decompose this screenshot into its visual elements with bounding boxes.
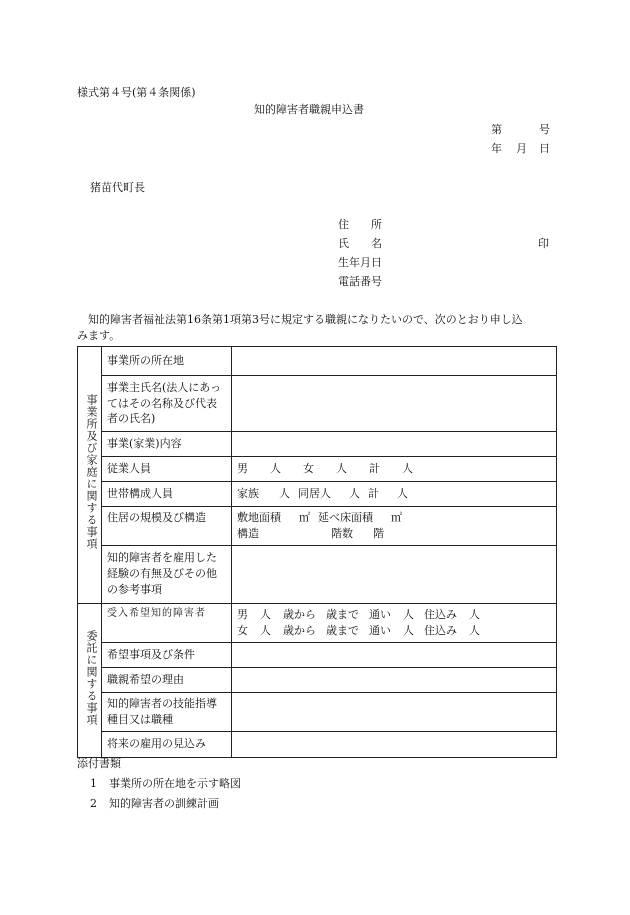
employees-field[interactable] — [232, 457, 557, 482]
table-row — [78, 507, 557, 546]
row-label-reason: 職親希望の理由 — [102, 667, 232, 692]
reason-field[interactable] — [232, 667, 557, 692]
form-number: 様式第４号(第４条関係) — [77, 86, 196, 99]
owner-name-field[interactable] — [232, 376, 557, 432]
employees-female: 女 — [303, 462, 314, 476]
residence-structure: 構造 — [237, 526, 259, 540]
employees-female-unit: 人 — [336, 462, 347, 476]
household-field[interactable] — [232, 482, 557, 507]
document-title: 知的障害者職親申込書 — [254, 103, 364, 116]
table-row — [78, 376, 557, 432]
section-business-household — [78, 347, 102, 604]
outlook-field[interactable] — [232, 731, 557, 757]
residence-floors-unit: 階 — [373, 526, 384, 540]
attachment-text: 事業所の所在地を示す略図 — [109, 777, 241, 790]
intro-text-line1: 知的障害者福祉法第16条第1項第3号に規定する職親になりたいので、次のとおり申し込 — [88, 313, 523, 326]
date-month: 月 — [516, 142, 527, 155]
residence-site-area: 敷地面積 — [237, 511, 281, 524]
number-dai: 第 — [491, 123, 502, 136]
table-row — [78, 731, 557, 757]
employees-male: 男 — [237, 462, 248, 476]
table-row — [78, 432, 557, 457]
table-row — [78, 482, 557, 507]
address-label: 住 所 — [338, 218, 382, 231]
household-total-unit: 人 — [397, 487, 408, 501]
attachments-title: 添付書類 — [77, 757, 121, 770]
desired-male-age-from: 歳から — [283, 607, 316, 621]
residence-floor-area: 延べ床面積 — [318, 511, 373, 524]
number-go: 号 — [539, 123, 550, 136]
table-row — [78, 642, 557, 667]
attachment-num: 1 — [90, 777, 97, 790]
residence-field[interactable] — [232, 507, 557, 546]
name-label: 氏 名 — [338, 237, 382, 250]
addressee: 猪苗代町長 — [90, 181, 145, 194]
desired-male-unit: 人 — [260, 607, 271, 621]
desired-female-unit: 人 — [260, 623, 271, 637]
phone-label: 電話番号 — [338, 275, 382, 288]
table-row — [78, 603, 557, 642]
attachment-num: 2 — [90, 797, 97, 810]
household-cohabitant: 同居人 — [298, 487, 331, 501]
attachment-text: 知的障害者の訓練計画 — [109, 797, 219, 810]
table-row — [78, 692, 557, 731]
desired-person-field[interactable] — [232, 603, 557, 642]
residence-floor-unit: ㎡ — [391, 511, 402, 524]
row-label-employees: 従業人員 — [102, 457, 232, 482]
row-label-household: 世帯構成人員 — [102, 482, 232, 507]
table-row — [78, 545, 557, 603]
row-label-owner-name: 事業主氏名(法人にあってはその名称及び代表者の氏名) — [102, 376, 232, 432]
desired-female: 女 — [237, 623, 248, 637]
office-location-field[interactable] — [232, 347, 557, 376]
household-cohabitant-unit: 人 — [349, 487, 360, 501]
desired-male-live-in-unit: 人 — [469, 607, 480, 621]
table-row — [78, 347, 557, 376]
attachment-item — [90, 797, 219, 812]
employees-total: 計 — [369, 462, 380, 476]
desired-female-live-in: 住込み — [424, 623, 457, 637]
birthdate-label: 生年月日 — [338, 256, 382, 269]
household-total: 計 — [368, 487, 379, 501]
desired-female-commute: 通い — [369, 623, 391, 637]
row-label-business-content: 事業(家業)内容 — [102, 432, 232, 457]
row-label-office-location: 事業所の所在地 — [102, 347, 232, 376]
residence-site-unit: ㎡ — [299, 511, 310, 524]
desired-female-live-in-unit: 人 — [469, 623, 480, 637]
seal-mark: 印 — [538, 237, 549, 250]
row-label-wishes: 希望事項及び条件 — [102, 642, 232, 667]
desired-female-age-to: 歳まで — [326, 623, 359, 637]
section-commission — [78, 603, 102, 757]
desired-male-commute-unit: 人 — [403, 607, 414, 621]
desired-male: 男 — [237, 607, 248, 621]
date-day: 日 — [539, 142, 550, 155]
date-year: 年 — [491, 142, 502, 155]
desired-male-commute: 通い — [369, 607, 391, 621]
intro-text-line2: みます。 — [77, 329, 121, 342]
business-content-field[interactable] — [232, 432, 557, 457]
desired-male-live-in: 住込み — [424, 607, 457, 621]
experience-field[interactable] — [232, 545, 557, 603]
desired-female-age-from: 歳から — [283, 623, 316, 637]
residence-floors: 階数 — [331, 526, 353, 540]
row-label-experience: 知的障害者を雇用した経験の有無及びその他の参考事項 — [102, 545, 232, 603]
attachment-item — [90, 777, 241, 792]
household-family-unit: 人 — [279, 487, 290, 501]
wishes-field[interactable] — [232, 642, 557, 667]
table-row — [78, 667, 557, 692]
section2-label: 委託に関する事項 — [84, 629, 98, 726]
employees-total-unit: 人 — [402, 462, 413, 476]
row-label-skill: 知的障害者の技能指導種目又は職種 — [102, 692, 232, 731]
application-table — [77, 346, 557, 758]
row-label-desired-person: 受入希望知的障害者 — [102, 603, 232, 642]
desired-female-commute-unit: 人 — [403, 623, 414, 637]
household-family: 家族 — [237, 487, 259, 501]
table-row — [78, 457, 557, 482]
employees-male-unit: 人 — [270, 462, 281, 476]
skill-field[interactable] — [232, 692, 557, 731]
row-label-outlook: 将来の雇用の見込み — [102, 731, 232, 757]
section1-label: 事業所及び家庭に関する事項 — [84, 394, 98, 551]
desired-male-age-to: 歳まで — [326, 607, 359, 621]
row-label-residence: 住居の規模及び構造 — [102, 507, 232, 546]
